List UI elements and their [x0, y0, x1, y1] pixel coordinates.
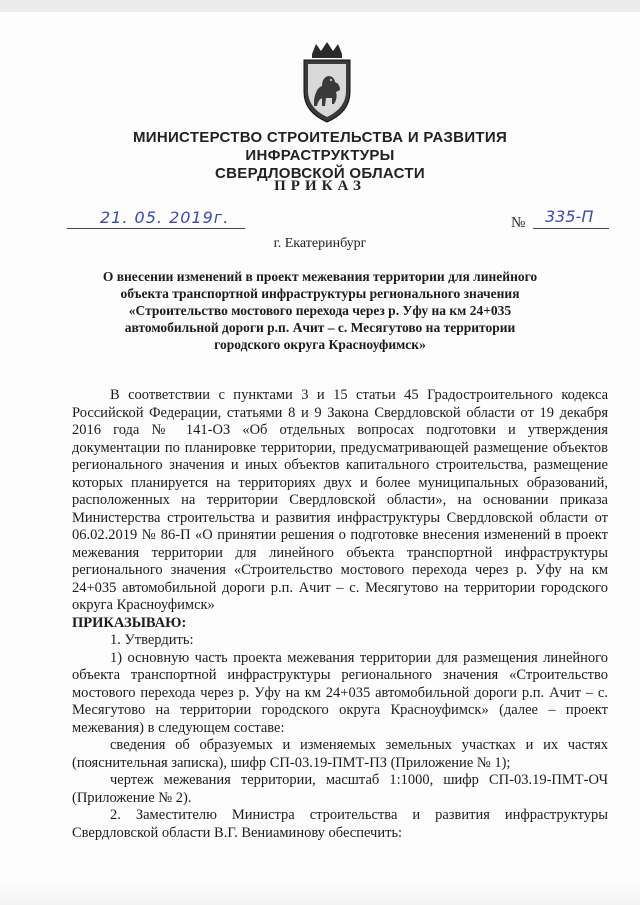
- ministry-name: [60, 129, 580, 183]
- coat-of-arms-icon: [298, 42, 356, 124]
- item-2: 2. Заместителю Министра строительства и развития инфраструктуры Свердловской области В.Г. Вениаминову обеспечить:: [72, 807, 608, 841]
- document-type-title: ПРИКАЗ: [274, 178, 366, 194]
- number-label: №: [511, 215, 526, 231]
- preamble-paragraph: В соответствии с пунктами 3 и 15 статьи 45 Градостроительного кодекса Российской Федерации, статьями 8 и 9 Закона Свердловской области от 19 декабря 2016 года № 141-ОЗ «Об отдельных вопросах подготовки и утверждения документации по планировке территории, предусматривающей размещение объектов регионального значения и иных объектов капитального строительства, размещение которых планируется на территориях двух и более муниципальных образований, расположенных на территории Свердловской области», на основании приказа Министерства строительства и развития инфраструктуры Свердловской области от 06.02.2019 № 86-П «О принятии решения о подготовке внесения изменений в проект межевания территории для линейного объекта транспортной инфраструктуры регионального значения «Строительство мостового перехода через р. Уфу на км 24+035 автомобильной дороги р.п. Ачит – с. Месягутово на территории городского округа Красноуфимск»: [72, 387, 608, 613]
- city-line: г. Екатеринбург: [273, 236, 367, 251]
- order-body: [72, 387, 608, 842]
- scan-bottom-edge: [0, 878, 640, 905]
- subject-line-4: автомобильной дороги р.п. Ачит – с. Месягутово на территории: [124, 320, 516, 335]
- handwritten-date: 21. 05. 2019г.: [100, 208, 230, 227]
- subject-line-3: «Строительство мостового перехода через р. Уфу на км 24+035: [128, 303, 512, 318]
- date-underline: [67, 228, 245, 229]
- scan-border: [0, 0, 640, 12]
- subject-line-5: городского округа Красноуфимск»: [214, 337, 426, 352]
- item-1-1: 1) основную часть проекта межевания территории для размещения линейного объекта транспортной инфраструктуры регионального значения «Строительство мостового перехода через р. Уфу на км 24+035 автомобильной дороги р.п. Ачит – с. Месягутово на территории городского округа Красноуфимск» (далее – проект межевания) в следующем составе:: [72, 649, 608, 736]
- order-subject: [97, 268, 543, 353]
- ministry-line-2: СВЕРДЛОВСКОЙ ОБЛАСТИ: [215, 165, 425, 182]
- item-1-1-b: чертеж межевания территории, масштаб 1:1000, шифр СП-03.19-ПМТ-ОЧ (Приложение № 2).: [72, 772, 608, 806]
- item-1: 1. Утвердить:: [110, 632, 194, 648]
- item-1-1-a: сведения об образуемых и изменяемых земельных участках и их частях (пояснительная записка), шифр СП-03.19-ПМТ-ПЗ (Приложение № 1);: [72, 737, 608, 771]
- subject-line-1: О внесении изменений в проект межевания территории для линейного: [102, 269, 538, 284]
- number-underline: [533, 228, 609, 229]
- ministry-line-1: МИНИСТЕРСТВО СТРОИТЕЛЬСТВА И РАЗВИТИЯ ИНФРАСТРУКТУРЫ: [132, 129, 508, 164]
- subject-line-2: объекта транспортной инфраструктуры регионального значения: [120, 286, 520, 301]
- handwritten-number: 335-П: [545, 207, 594, 226]
- order-word: ПРИКАЗЫВАЮ:: [72, 614, 187, 631]
